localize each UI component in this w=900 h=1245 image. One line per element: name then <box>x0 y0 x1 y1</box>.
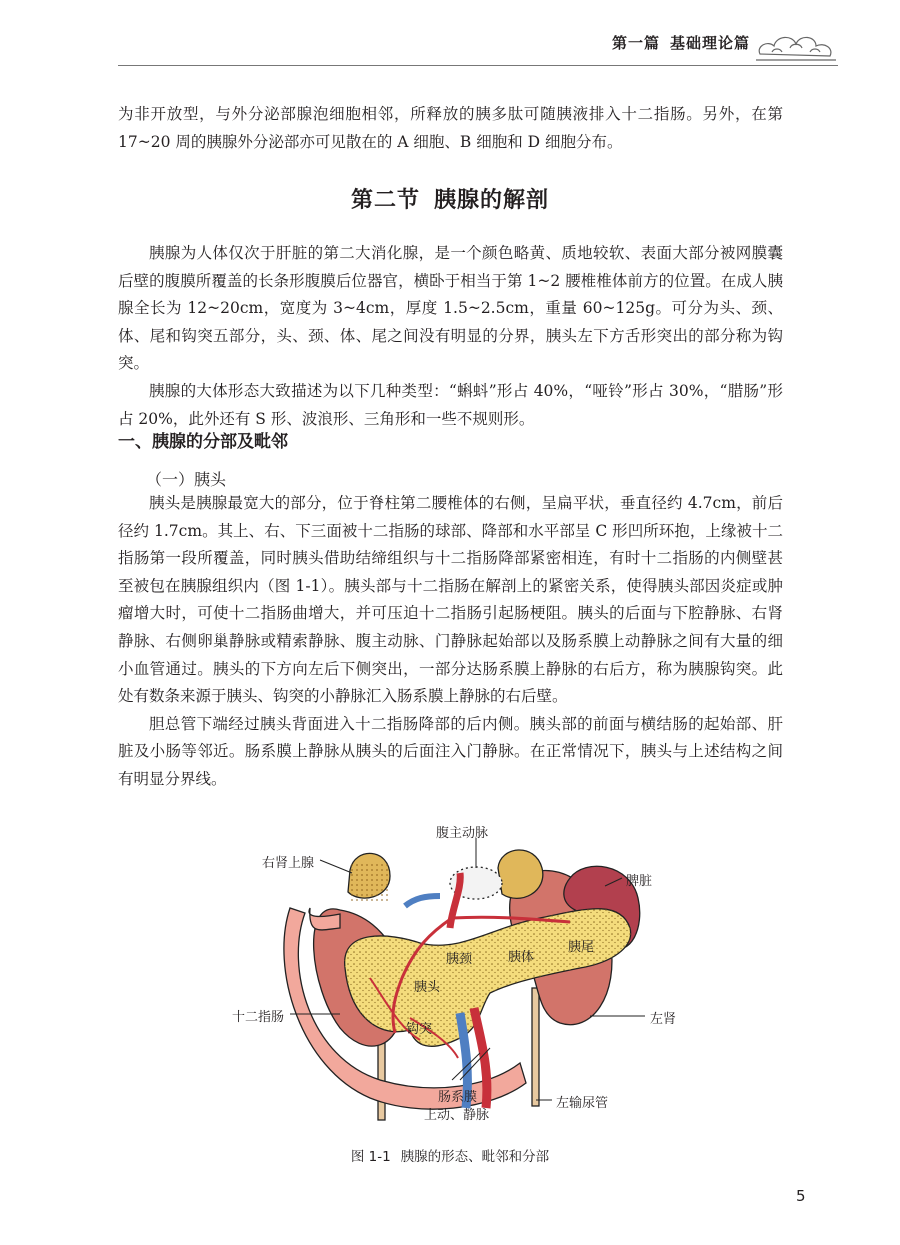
figure-caption <box>0 1145 900 1165</box>
label-spleen: 脾脏 <box>626 874 653 889</box>
section-paragraphs <box>118 240 783 433</box>
label-right-adrenal: 右肾上腺 <box>262 856 315 871</box>
paragraph: 胰腺的大体形态大致描述为以下几种类型：“蝌蚪”形占 40%，“哑铃”形占 30%，“腊肠”形占 20%，此外还有 S 形、波浪形、三角形和一些不规则形。 <box>118 381 783 428</box>
label-left-ureter: 左输尿管 <box>556 1096 609 1111</box>
label-mesenteric: 肠系膜 <box>438 1090 478 1105</box>
caption-number: 图 1-1 <box>350 1149 391 1165</box>
running-header <box>612 32 750 53</box>
heading-level-1: 一、胰腺的分部及毗邻 <box>118 432 288 452</box>
section-name: 胰腺的解剖 <box>434 188 550 213</box>
cloud-ornament-icon <box>754 26 838 66</box>
left-adrenal <box>498 850 543 898</box>
label-mesenteric-vessels: 上动、静脉 <box>424 1108 490 1123</box>
intro-text: 为非开放型，与外分泌部腺泡细胞相邻，所释放的胰多肽可随胰液排入十二指肠。另外，在第 17~20 周的胰腺外分泌部亦可见散在的 A 细胞、B 细胞和 D 细胞分布。 <box>118 105 783 151</box>
heading-level-2: （一）胰头 <box>146 470 227 489</box>
page-number: 5 <box>796 1187 806 1205</box>
section-number: 第二节 <box>350 188 420 213</box>
label-left-kidney: 左肾 <box>650 1012 677 1027</box>
paragraph: 胆总管下端经过胰头背面进入十二指肠降部的后内侧。胰头部的前面与横结肠的起始部、肝脏及小肠等邻近。肠系膜上静脉从胰头的后面注入门静脉。在正常情况下，胰头与上述结构之间有明显分界线。 <box>118 714 783 788</box>
left-ureter <box>532 988 539 1106</box>
intro-paragraph <box>118 101 783 156</box>
label-pancreas-head: 胰头 <box>414 980 441 995</box>
header-rule <box>118 65 838 66</box>
paragraph: 胰腺为人体仅次于肝脏的第二大消化腺，是一个颜色略黄、质地较软、表面大部分被网膜囊后壁的腹膜所覆盖的长条形腹膜后位器官，横卧于相当于第 1~2 腰椎椎体前方的位置。在成人胰腺全长为 12~20cm，宽度为 3~4cm，厚度 1.5~2.5cm，重量 60~125g。可分为头、颈、体、尾和钩突五部分，头、颈、体、尾之间没有明显的分界，胰头左下方舌形突出的部分称为钩突。 <box>118 244 783 373</box>
label-pancreas-tail: 胰尾 <box>568 940 595 955</box>
caption-text: 胰腺的形态、毗邻和分部 <box>400 1149 550 1165</box>
label-pancreas-neck: 胰颈 <box>446 952 473 967</box>
header-title: 基础理论篇 <box>669 34 750 52</box>
label-duodenum: 十二指肠 <box>232 1010 285 1025</box>
label-pancreas-body: 胰体 <box>508 950 535 965</box>
header-part: 第一篇 <box>611 34 660 52</box>
section-title <box>0 183 900 214</box>
pancreas-anatomy-figure <box>190 818 710 1148</box>
label-uncinate: 钩突 <box>406 1022 433 1037</box>
label-aorta: 腹主动脉 <box>436 826 489 841</box>
paragraph: 胰头是胰腺最宽大的部分，位于脊柱第二腰椎体的右侧，呈扁平状，垂直径约 4.7cm，前后径约 1.7cm。其上、右、下三面被十二指肠的球部、降部和水平部呈 C 形凹所环抱，上缘被十二指肠第一段所覆盖，同时胰头借助结缔组织与十二指肠降部紧密相连，有时十二指肠的内侧壁甚至被包在胰腺组织内（图 1-1）。胰头部与十二指肠在解剖上的紧密关系，使得胰头部因炎症或肿瘤增大时，可使十二指肠曲增大，并可压迫十二指肠引起肠梗阻。胰头的后面与下腔静脉、右肾静脉、右侧卵巢静脉或精索静脉、腹主动脉、门静脉起始部以及肠系膜上动静脉之间有大量的细小血管通过。胰头的下方向左后下侧突出，一部分达肠系膜上静脉的右后方，称为胰腺钩突。此处有数条来源于胰头、钩突的小静脉汇入肠系膜上静脉的右后壁。 <box>118 494 783 706</box>
pancreas-head-paragraphs <box>118 490 783 794</box>
